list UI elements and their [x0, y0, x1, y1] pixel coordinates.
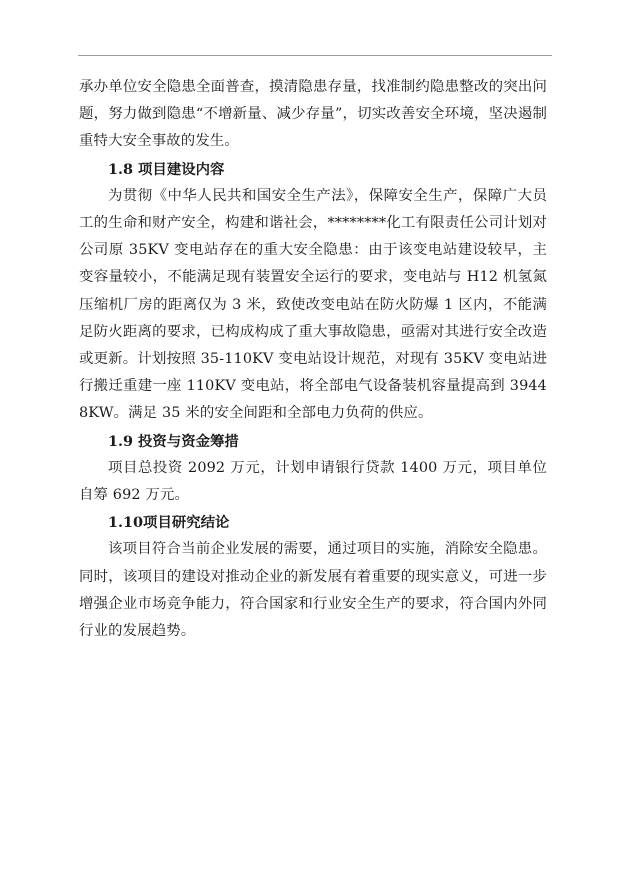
page-header-rule [78, 55, 552, 56]
section-heading-1-10: 1.10项目研究结论 [108, 514, 230, 532]
body-paragraph-project-content: 为贯彻《中华人民共和国安全生产法》，保障安全生产，保障广大员工的生命和财产安全，构建和谐社会，********化工有限责任公司计划对公司原 35KV 变电站存在的重大安全隐患：由于该变电站建设较早，主变容量较小，不能满足现有装置安全运行的要求，变电站与 H12 机氢氮压缩机厂房的距离仅为 3 米，致使改变电站在防火防爆 1 区内，不能满足防火距离的要求，已构成构成了重大事故隐患，亟需对其进行安全改造或更新。计划按照 35-110KV 变电站设计规范，对现有 35KV 变电站进行搬迁重建一座 110KV 变电站，将全部电气设备装机容量提高到 39448KW。满足 35 米的安全间距和全部电力负荷的供应。 [79, 187, 547, 422]
document-body [79, 74, 547, 645]
section-heading-1-9: 1.9 投资与资金筹措 [108, 432, 239, 450]
section-heading-1-8: 1.8 项目建设内容 [108, 160, 225, 178]
body-paragraph-investment: 项目总投资 2092 万元，计划申请银行贷款 1400 万元，项目单位自筹 692 万元。 [79, 459, 547, 504]
body-paragraph-conclusion: 该项目符合当前企业发展的需要，通过项目的实施，消除安全隐患。同时，该项目的建设对推动企业的新发展有着重要的现实意义，可进一步增强企业市场竞争能力，符合国家和行业安全生产的要求，符合国内外同行业的发展趋势。 [79, 541, 547, 640]
body-paragraph-continued: 承办单位安全隐患全面普查，摸清隐患存量，找准制约隐患整改的突出问题，努力做到隐患“不增新量、减少存量”，切实改善安全环境，坚决遏制重特大安全事故的发生。 [79, 79, 547, 150]
